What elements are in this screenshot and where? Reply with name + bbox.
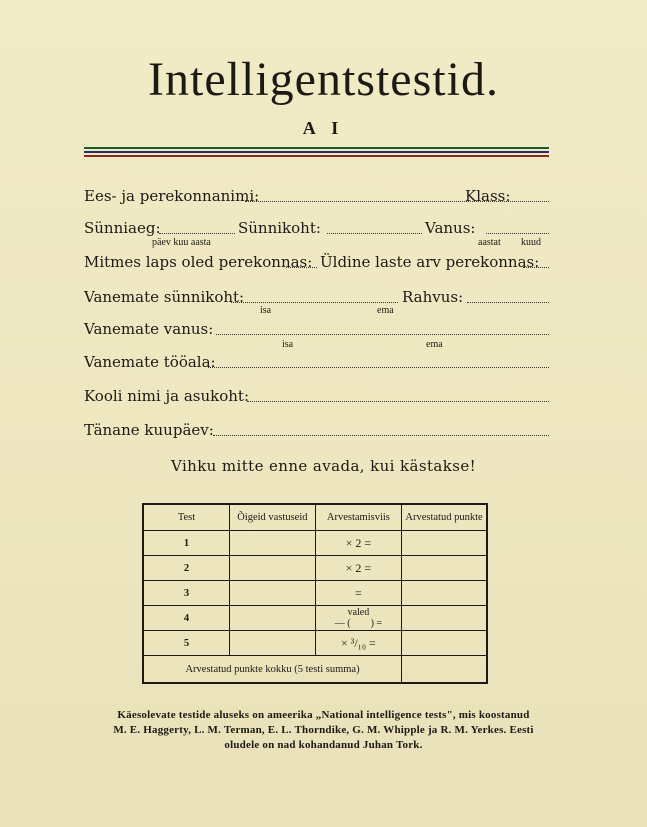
divider-green	[84, 147, 549, 149]
test-number: 3	[143, 581, 230, 606]
instruction-notice: Vihku mitte enne avada, kui kästakse!	[170, 457, 477, 475]
age-label: Vanus:	[425, 219, 476, 237]
score-table	[142, 503, 488, 684]
table-row	[143, 556, 487, 581]
age-years-sublabel: aastat	[478, 237, 501, 248]
correct-answers-cell[interactable]	[230, 556, 316, 581]
parents-age-row	[84, 318, 549, 340]
children-row	[84, 251, 549, 273]
total-row	[143, 656, 487, 684]
method-cell: × 2 =	[315, 531, 401, 556]
method-formula: — ( ) =	[334, 618, 383, 629]
age-father-sublabel: isa	[282, 339, 294, 350]
footer-line: M. E. Haggerty, L. M. Terman, E. L. Thorndike, G. M. Whipple ja R. M. Yerkes. Eesti	[113, 724, 534, 736]
child-order-label: Mitmes laps oled perekonnas:	[84, 253, 313, 271]
header-correct-answers: Õigeid vastuseid	[230, 504, 316, 531]
birthplace-mother-sublabel: ema	[377, 305, 394, 316]
score-table-header	[143, 504, 487, 531]
date-row	[84, 419, 549, 441]
divider-blue	[84, 151, 549, 153]
total-children-field[interactable]	[523, 267, 549, 268]
total-points-cell[interactable]	[402, 656, 487, 684]
date-label: Tänane kuupäev:	[84, 421, 214, 439]
date-field[interactable]	[213, 435, 549, 436]
parents-birthplace-field[interactable]	[231, 302, 398, 303]
correct-answers-cell[interactable]	[230, 581, 316, 606]
age-field[interactable]	[486, 233, 549, 234]
table-row	[143, 581, 487, 606]
divider-red	[84, 155, 549, 157]
parents-occupation-field[interactable]	[208, 367, 549, 368]
points-cell[interactable]	[402, 606, 487, 631]
points-cell[interactable]	[402, 531, 487, 556]
method-cell: × ³/₁₀ =	[315, 631, 401, 656]
birthdate-label: Sünniaeg:	[84, 219, 161, 237]
birthdate-field[interactable]	[159, 233, 235, 234]
nationality-label: Rahvus:	[402, 288, 464, 306]
parents-birthplace-row	[84, 286, 549, 308]
name-label: Ees- ja perekonnanimi:	[84, 187, 260, 205]
parents-birthplace-label: Vanemate sünnikoht:	[84, 288, 245, 306]
birth-row	[84, 217, 549, 239]
table-row	[143, 631, 487, 656]
child-order-field[interactable]	[286, 267, 317, 268]
birthplace-label: Sünnikoht:	[238, 219, 321, 237]
method-cell: × 2 =	[315, 556, 401, 581]
test-number: 1	[143, 531, 230, 556]
footer-line: Käesolevate testide aluseks on ameerika „National intelligence tests", mis koostanud	[117, 709, 530, 721]
parents-occupation-row	[84, 351, 549, 373]
age-mother-sublabel: ema	[426, 339, 443, 350]
parents-occupation-label: Vanemate tööala:	[84, 353, 216, 371]
header-test: Test	[143, 504, 230, 531]
test-number: 2	[143, 556, 230, 581]
page-title: Intelligentstestid.	[148, 53, 499, 106]
school-label: Kooli nimi ja asukoht:	[84, 387, 249, 405]
school-row	[84, 385, 549, 407]
total-label: Arvestatud punkte kokku (5 testi summa)	[143, 656, 402, 684]
points-cell[interactable]	[402, 631, 487, 656]
points-cell[interactable]	[402, 556, 487, 581]
correct-answers-cell[interactable]	[230, 631, 316, 656]
page-subtitle: A I	[302, 118, 345, 138]
birthplace-field[interactable]	[327, 233, 422, 234]
method-cell: =	[315, 581, 401, 606]
parents-age-label: Vanemate vanus:	[84, 320, 214, 338]
footer-credits	[60, 708, 587, 753]
correct-answers-cell[interactable]	[230, 531, 316, 556]
name-row	[84, 185, 549, 207]
test-number: 5	[143, 631, 230, 656]
nationality-field[interactable]	[467, 302, 549, 303]
school-field[interactable]	[247, 401, 549, 402]
age-months-sublabel: kuud	[521, 237, 541, 248]
method-cell	[315, 606, 401, 631]
total-children-label: Üldine laste arv perekonnas:	[320, 253, 540, 271]
table-row	[143, 606, 487, 631]
class-label: Klass:	[465, 187, 511, 205]
birthdate-sublabel: päev kuu aasta	[152, 237, 211, 248]
test-number: 4	[143, 606, 230, 631]
class-field[interactable]	[514, 201, 549, 202]
footer-line: oludele on nad kohandanud Juhan Tork.	[224, 739, 423, 751]
header-points: Arvestatud punkte	[402, 504, 487, 531]
points-cell[interactable]	[402, 581, 487, 606]
birthplace-father-sublabel: isa	[260, 305, 272, 316]
table-row	[143, 531, 487, 556]
correct-answers-cell[interactable]	[230, 606, 316, 631]
header-method: Arvestamisviis	[315, 504, 401, 531]
parents-age-field[interactable]	[216, 334, 549, 335]
method-label-wrong: valed	[347, 607, 370, 618]
